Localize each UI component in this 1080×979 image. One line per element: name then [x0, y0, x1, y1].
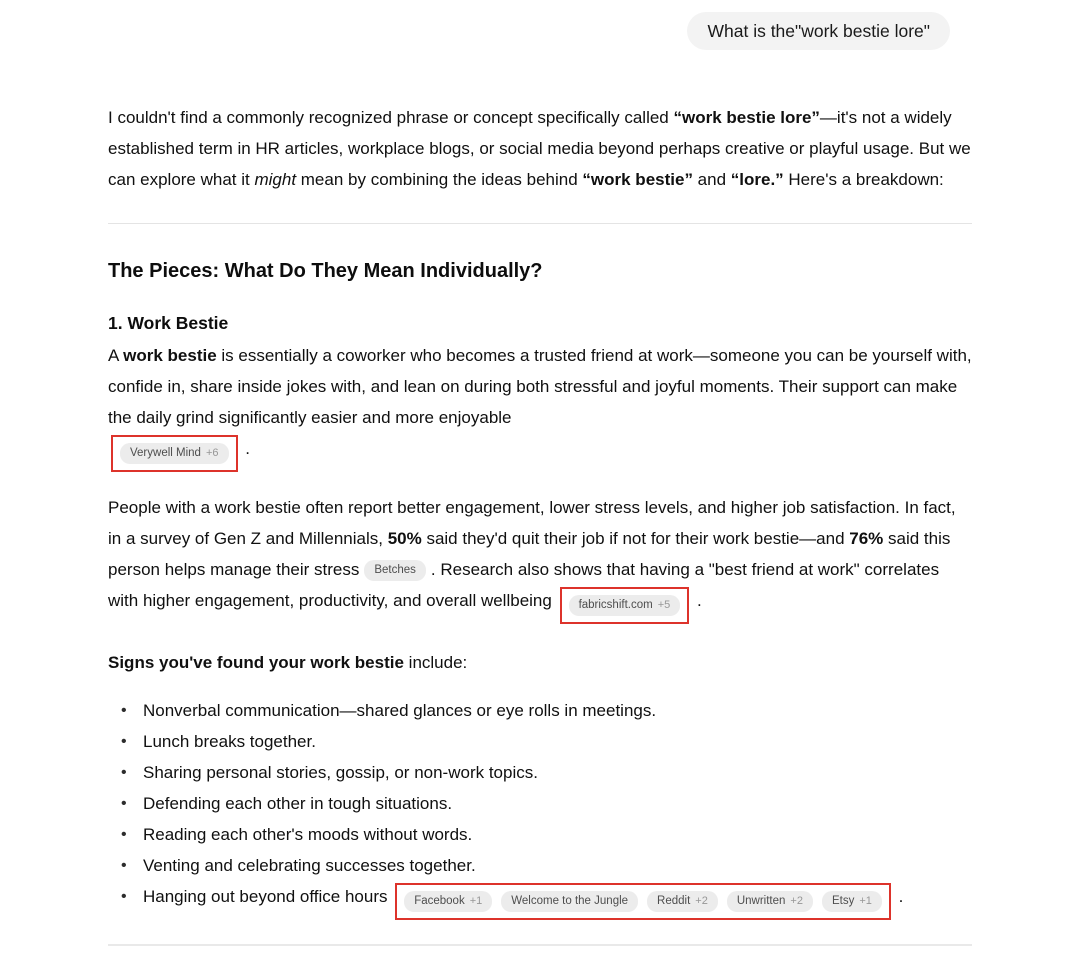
text: Hanging out beyond office hours — [143, 887, 393, 906]
list-item — [108, 819, 972, 850]
text: and — [692, 170, 731, 189]
citation-chip-count: +5 — [657, 599, 671, 611]
text: A — [108, 346, 124, 365]
citation-chip-label: Verywell Mind — [130, 447, 201, 459]
subsection-heading: 1. Work Bestie — [108, 313, 229, 333]
citation-chip[interactable] — [501, 891, 638, 912]
bold-text: 50% — [387, 529, 422, 548]
list-item — [108, 695, 972, 726]
signs-heading — [108, 647, 972, 678]
text: Reading each other's moods without words. — [143, 825, 473, 844]
citation-chip-label: Welcome to the Jungle — [511, 895, 629, 907]
list-item — [108, 757, 972, 788]
citation-chip[interactable] — [569, 595, 681, 616]
section-divider — [108, 223, 972, 224]
citation-annotation-box — [560, 587, 690, 624]
text: Venting and celebrating successes together. — [143, 856, 476, 875]
text: mean by combining the ideas behind — [296, 170, 583, 189]
bold-text: 76% — [849, 529, 884, 548]
citation-chip-count: +2 — [695, 895, 708, 907]
bold-text: “lore.” — [730, 170, 784, 189]
list-item — [108, 881, 972, 920]
user-message-bubble: What is the"work bestie lore" — [687, 12, 950, 50]
list-item — [108, 788, 972, 819]
citation-chip-count: +2 — [790, 895, 803, 907]
conversation-column — [108, 0, 972, 946]
citation-chip-count: +6 — [205, 447, 219, 459]
text: Here's a breakdown: — [783, 170, 944, 189]
citation-chip[interactable] — [822, 891, 882, 912]
text: Sharing personal stories, gossip, or non-work topics. — [143, 763, 538, 782]
text: People with a work bestie often report better engagement, lower stress levels, and higher job satisfaction. In fact, in a survey of Gen Z and Millennials, — [108, 498, 956, 548]
citation-chip-count: +1 — [859, 895, 872, 907]
citation-chip-label: Betches — [374, 564, 416, 576]
citation-chip[interactable] — [404, 891, 492, 912]
text: . — [692, 591, 702, 610]
citation-annotation-box — [111, 435, 238, 472]
text: . — [240, 439, 250, 458]
text: said this person helps manage their stress — [108, 529, 951, 579]
text: —it's not a widely established term in HR articles, workplace blogs, or social media beyond perhaps creative or playful usage. But we can explore what it — [108, 108, 971, 189]
text: . — [893, 887, 904, 906]
citation-chip-label: Facebook — [414, 895, 465, 907]
list-item — [108, 850, 972, 881]
citation-annotation-box — [395, 883, 891, 920]
signs-list — [108, 695, 972, 920]
citation-chip[interactable] — [364, 560, 426, 581]
text: . Research also shows that having a "best friend at work" correlates with higher engagement, productivity, and overall wellbeing — [108, 560, 940, 610]
text: include: — [403, 653, 468, 672]
citation-chip-label: Etsy — [831, 895, 855, 907]
section-heading: The Pieces: What Do They Mean Individually? — [108, 260, 543, 282]
citation-chip[interactable] — [120, 443, 229, 464]
citation-chip-label: Reddit — [657, 895, 691, 907]
citation-chip[interactable] — [727, 891, 813, 912]
text: Nonverbal communication—shared glances or eye rolls in meetings. — [143, 701, 657, 720]
text: Lunch breaks together. — [143, 732, 316, 751]
user-message-row — [108, 0, 972, 50]
bold-text: “work bestie” — [582, 170, 693, 189]
bottom-divider — [108, 944, 972, 946]
citation-chip-label: Unwritten — [736, 895, 786, 907]
text: is essentially a coworker who becomes a trusted friend at work—someone you can be yourself with, confide in, share inside jokes with, and lean on during both stressful and joyful moments. Their support can make the daily grind significantly easier and more enjoyable — [108, 346, 972, 427]
bold-text: work bestie — [123, 346, 217, 365]
intro-paragraph — [108, 102, 972, 195]
bold-text: “work bestie lore” — [673, 108, 820, 127]
work-bestie-paragraph — [108, 340, 972, 472]
list-item — [108, 726, 972, 757]
text: I couldn't find a commonly recognized phrase or concept specifically called — [108, 108, 674, 127]
stats-paragraph — [108, 492, 972, 624]
citation-chip-count: +1 — [469, 895, 483, 907]
citation-chip-label: fabricshift.com — [578, 599, 653, 611]
italic-text: might — [254, 170, 297, 189]
text: said they'd quit their job if not for their work bestie—and — [421, 529, 850, 548]
assistant-response — [108, 102, 972, 946]
text: Defending each other in tough situations. — [143, 794, 453, 813]
bold-text: Signs you've found your work bestie — [108, 653, 404, 672]
citation-chip[interactable] — [647, 891, 718, 912]
